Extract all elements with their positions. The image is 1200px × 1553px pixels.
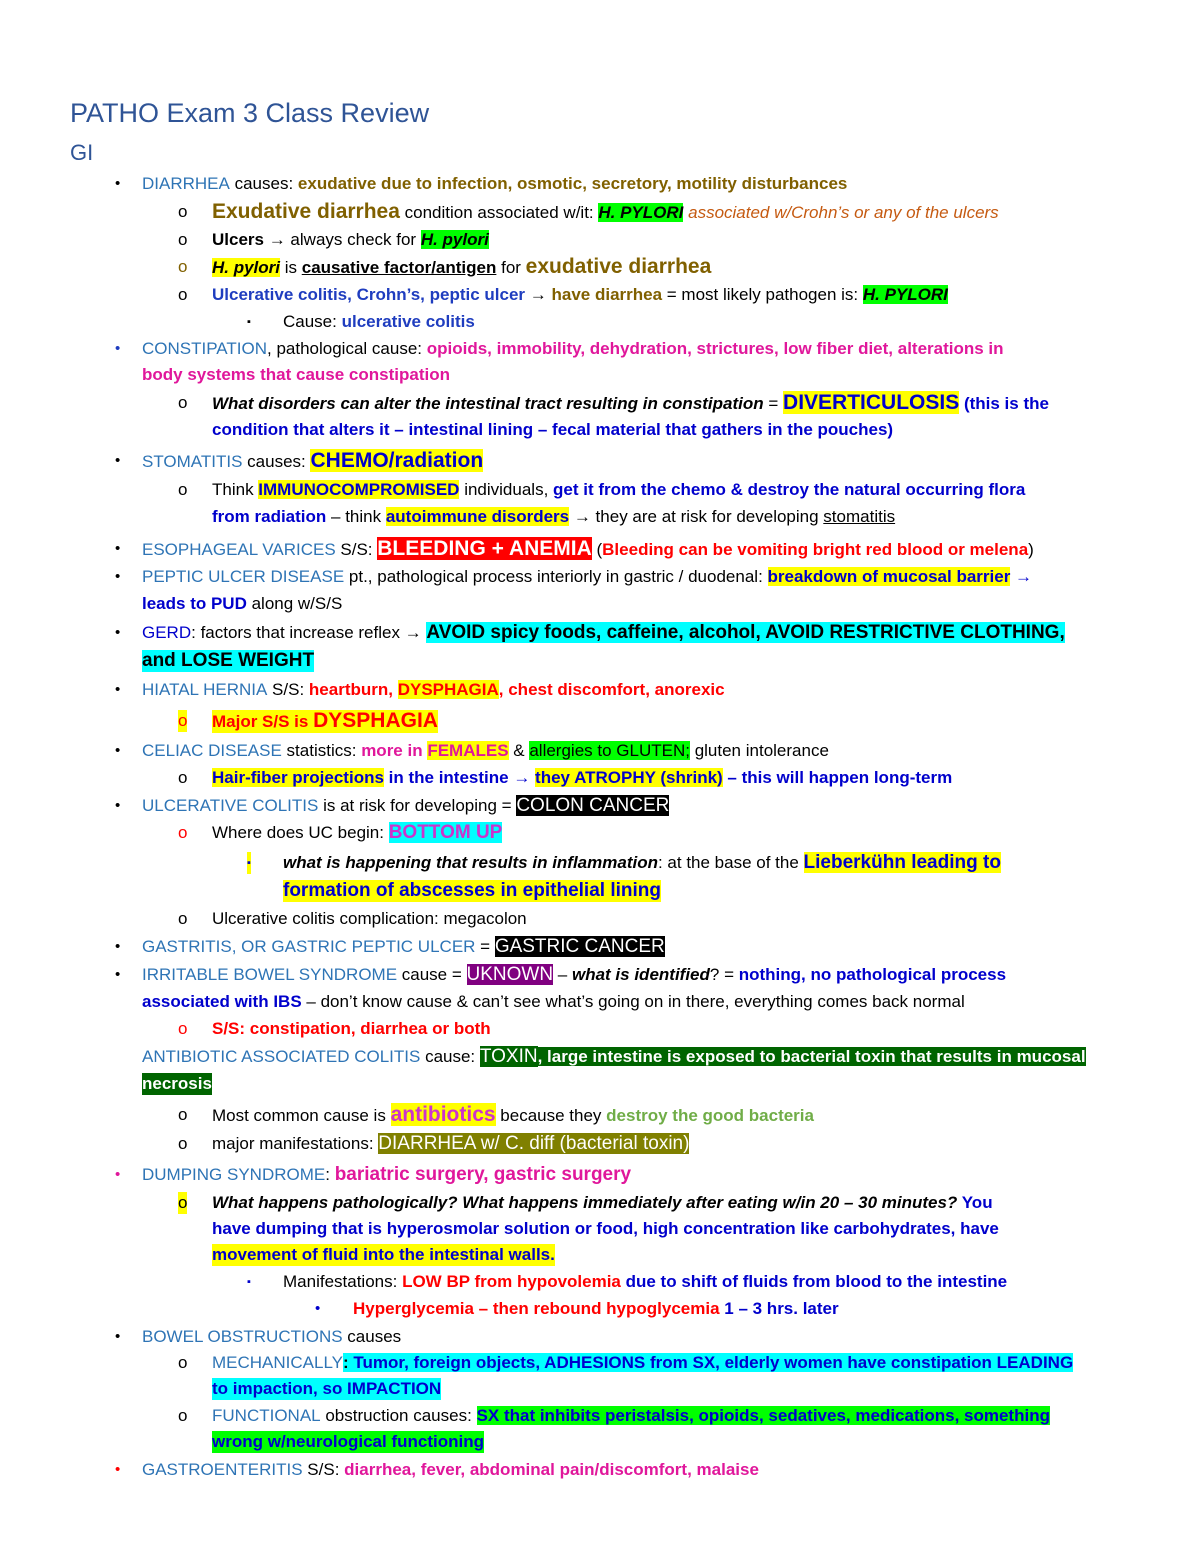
line-antibiotics-cause: Most common cause is antibiotics because they destroy the good bacteria <box>212 1103 814 1126</box>
line-major-ss: Major S/S is DYSPHAGIA <box>212 709 438 732</box>
line-dumping: DUMPING SYNDROME: bariatric surgery, gastric surgery <box>142 1164 632 1185</box>
bullet-disc: • <box>115 938 121 955</box>
bullet-square: ▪ <box>247 316 251 328</box>
line-constipation-cont: body systems that cause constipation <box>142 365 450 384</box>
section-heading: GI <box>70 140 94 165</box>
bullet-circle: o <box>178 230 188 249</box>
line-immuno-cont: from radiation – think autoimmune disorders → they are at risk for developing stomatitis <box>212 507 896 526</box>
bullet-disc: • <box>115 1166 121 1183</box>
line-uc-begin: Where does UC begin: BOTTOM UP <box>212 822 503 843</box>
bullet-disc: • <box>115 966 121 983</box>
line-antibiotic: ANTIBIOTIC ASSOCIATED COLITIS cause: TOXIN, large intestine is exposed to bacterial toxin that results in mucosal <box>142 1046 1086 1067</box>
line-mechanical: MECHANICALLY: Tumor, foreign objects, ADHESIONS from SX, elderly women have constipation LEADING <box>212 1353 1074 1372</box>
bullet-disc: • <box>115 681 121 698</box>
line-dumping-patho-cont2: movement of fluid into the intestinal walls. <box>212 1245 555 1264</box>
line-uc-pathogen: Ulcerative colitis, Crohn’s, peptic ulcer → have diarrhea = most likely pathogen is: H. PYLORI <box>212 285 948 304</box>
line-manifestations: Manifestations: LOW BP from hypovolemia due to shift of fluids from blood to the intestine <box>283 1272 1008 1291</box>
line-constipation: CONSTIPATION, pathological cause: opioids, immobility, dehydration, strictures, low fiber diet, alterations in <box>142 339 1004 358</box>
line-dumping-patho-cont: have dumping that is hyperosmolar solution or food, high concentration like carbohydrates, have <box>212 1219 999 1238</box>
bullet-disc: • <box>115 452 121 469</box>
bullet-disc: • <box>115 797 121 814</box>
bullet-disc: • <box>115 1461 121 1478</box>
line-pud-cont: leads to PUD along w/S/S <box>142 594 343 613</box>
line-pud: PEPTIC ULCER DISEASE pt., pathological process interiorly in gastric / duodenal: breakdown of mucosal barrier → <box>142 567 1033 586</box>
line-cause-uc: Cause: ulcerative colitis <box>283 312 475 331</box>
bullet-circle: o <box>178 1193 188 1212</box>
line-gastroenteritis: GASTROENTERITIS S/S: diarrhea, fever, abdominal pain/discomfort, malaise <box>142 1460 759 1479</box>
bullet-disc: • <box>115 340 121 357</box>
line-ulcers: Ulcers → always check for H. pylori <box>212 230 489 249</box>
bullet-disc: • <box>115 540 121 557</box>
bullet-disc: • <box>115 568 121 585</box>
bullet-disc: • <box>115 742 121 759</box>
line-gerd: GERD: factors that increase reflex → AVOID spicy foods, caffeine, alcohol, AVOID RESTRICTIVE CLOTHING, <box>142 622 1065 643</box>
bullet-circle: o <box>178 1406 188 1425</box>
bullet-disc: • <box>115 1328 121 1345</box>
bullet-circle: o <box>178 285 188 304</box>
line-gastritis: GASTRITIS, OR GASTRIC PEPTIC ULCER = GASTRIC CANCER <box>142 936 665 957</box>
line-mechanical-cont: to impaction, so IMPACTION <box>212 1379 442 1398</box>
line-cdiff: major manifestations: DIARRHEA w/ C. diff (bacterial toxin) <box>212 1133 690 1154</box>
bullet-circle: o <box>178 711 188 730</box>
line-inflammation: what is happening that results in inflammation: at the base of the Lieberkühn leading to <box>283 852 1001 873</box>
line-hyperglycemia: Hyperglycemia – then rebound hypoglycemia 1 – 3 hrs. later <box>353 1299 839 1318</box>
bullet-circle: o <box>178 393 188 412</box>
line-diverticulosis-cont: condition that alters it – intestinal lining – fecal material that gathers in the pouches) <box>212 420 894 439</box>
line-inflammation-cont: formation of abscesses in epithelial lining <box>283 880 661 901</box>
line-atrophy: Hair-fiber projections in the intestine → they ATROPHY (shrink) – this will happen long-term <box>212 768 953 787</box>
line-hiatal: HIATAL HERNIA S/S: heartburn, DYSPHAGIA, chest discomfort, anorexic <box>142 680 725 699</box>
line-stomatitis: STOMATITIS causes: CHEMO/radiation <box>142 449 484 472</box>
bullet-circle: o <box>178 202 188 221</box>
line-ibs-ss: S/S: constipation, diarrhea or both <box>212 1019 491 1038</box>
bullet-disc: • <box>315 1300 321 1317</box>
bullet-circle: o <box>178 257 188 276</box>
bullet-circle: o <box>178 909 188 928</box>
bullet-circle: o <box>178 1353 188 1372</box>
line-uc: ULCERATIVE COLITIS is at risk for developing = COLON CANCER <box>142 795 670 816</box>
line-antibiotic-cont: necrosis <box>142 1074 212 1093</box>
bullet-circle: o <box>178 1019 188 1038</box>
line-exudative: Exudative diarrhea condition associated w/it: H. PYLORI associated w/Crohn’s or any of the ulcers <box>212 200 999 223</box>
line-diarrhea: DIARRHEA causes: exudative due to infection, osmotic, secretory, motility disturbances <box>142 174 848 193</box>
bullet-circle: o <box>178 823 188 842</box>
line-megacolon: Ulcerative colitis complication: megacolon <box>212 909 527 928</box>
bullet-circle: o <box>178 768 188 787</box>
line-gerd-cont: and LOSE WEIGHT <box>142 650 315 671</box>
line-varices: ESOPHAGEAL VARICES S/S: BLEEDING + ANEMIA (Bleeding can be vomiting bright red blood or melena) <box>142 537 1034 560</box>
line-ibs-cont: associated with IBS – don’t know cause & can’t see what’s going on in there, everything comes back normal <box>142 992 965 1011</box>
line-hpylori: H. pylori is causative factor/antigen for exudative diarrhea <box>212 255 712 278</box>
page-title: PATHO Exam 3 Class Review <box>70 98 430 128</box>
line-diverticulosis: What disorders can alter the intestinal tract resulting in constipation = DIVERTICULOSIS (this is the <box>212 391 1049 414</box>
line-dumping-patho: What happens pathologically? What happens immediately after eating w/in 20 – 30 minutes? You <box>212 1193 993 1212</box>
bullet-square: ▪ <box>247 1276 251 1288</box>
line-functional-cont: wrong w/neurological functioning <box>212 1432 484 1451</box>
bullet-disc: • <box>115 624 121 641</box>
line-ibs: IRRITABLE BOWEL SYNDROME cause = UKNOWN – what is identified? = nothing, no pathological process <box>142 964 1007 985</box>
line-functional: FUNCTIONAL obstruction causes: SX that inhibits peristalsis, opioids, sedatives, medications, something <box>212 1406 1050 1425</box>
bullet-square: ▪ <box>247 852 251 874</box>
bullet-disc: • <box>115 175 121 192</box>
line-immuno: Think IMMUNOCOMPROMISED individuals, get it from the chemo & destroy the natural occurring flora <box>212 480 1026 499</box>
line-bowel: BOWEL OBSTRUCTIONS causes <box>142 1327 402 1346</box>
line-celiac: CELIAC DISEASE statistics: more in FEMALES & allergies to GLUTEN; gluten intolerance <box>142 741 829 760</box>
bullet-circle: o <box>178 1105 188 1124</box>
bullet-circle: o <box>178 1134 188 1153</box>
bullet-circle: o <box>178 480 188 499</box>
